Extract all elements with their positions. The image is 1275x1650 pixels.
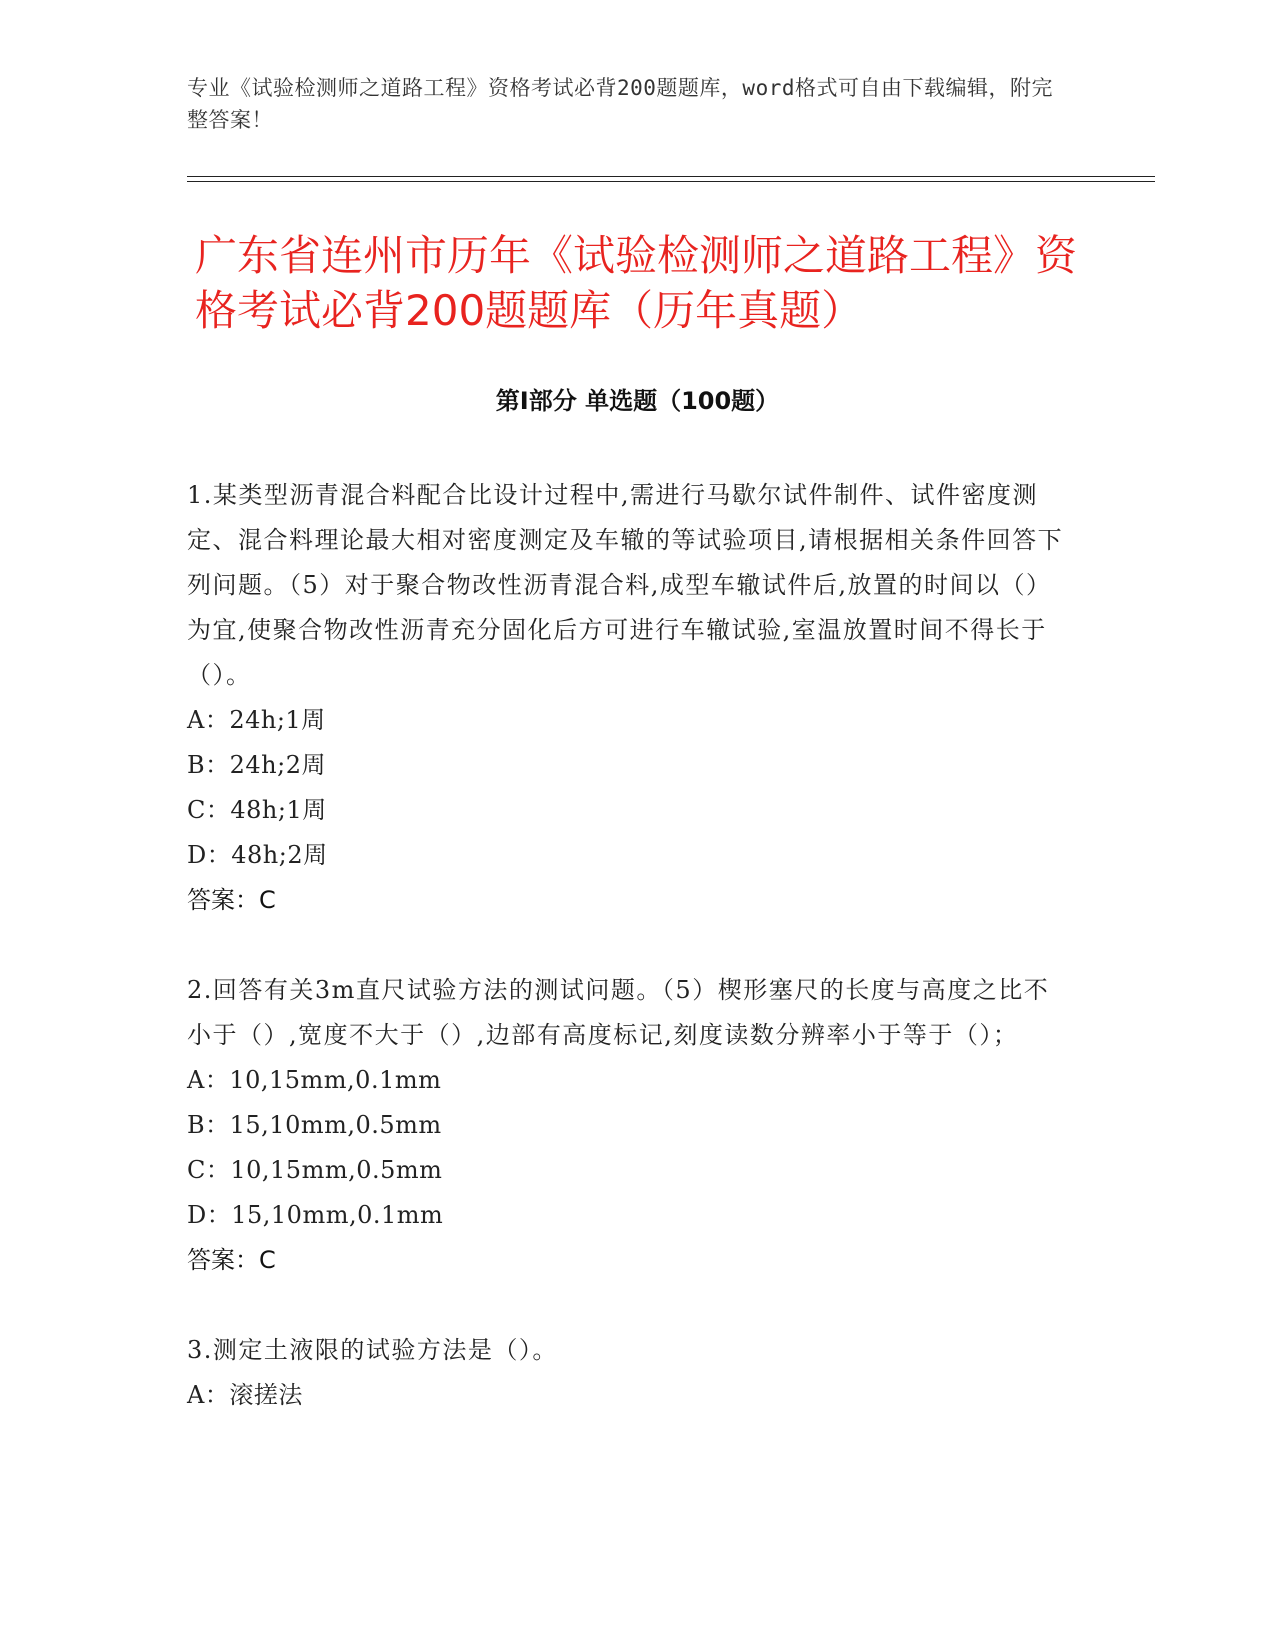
- option-b: B：24h;2周: [187, 751, 326, 779]
- question-2: [187, 968, 1067, 1283]
- question-spacer: [187, 923, 1067, 968]
- header-note: 专业《试验检测师之道路工程》资格考试必背200题题库，word格式可自由下载编辑，附完整答案！: [187, 76, 1053, 132]
- question-spacer: [187, 1283, 1067, 1328]
- option-a: A：24h;1周: [187, 706, 326, 734]
- option-d: D：48h;2周: [187, 841, 328, 869]
- option-b: B：15,10mm,0.5mm: [187, 1111, 442, 1139]
- section-heading: 第Ⅰ部分 单选题（100题）: [495, 387, 780, 415]
- header-divider-bottom: [187, 181, 1155, 182]
- question-stem: 1.某类型沥青混合料配合比设计过程中,需进行马歇尔试件制件、试件密度测定、混合料理论最大相对密度测定及车辙的等试验项目,请根据相关条件回答下列问题。（5）对于聚合物改性沥青混合料,成型车辙试件后,放置的时间以（）为宜,使聚合物改性沥青充分固化后方可进行车辙试验,室温放置时间不得长于（）。: [187, 481, 1064, 689]
- question-1: [187, 473, 1067, 923]
- question-list: [187, 473, 1067, 1418]
- option-a: A：滚搓法: [187, 1381, 303, 1409]
- option-d: D：15,10mm,0.1mm: [187, 1201, 444, 1229]
- question-stem: 2.回答有关3m直尺试验方法的测试问题。（5）楔形塞尺的长度与高度之比不小于（）,宽度不大于（）,边部有高度标记,刻度读数分辨率小于等于（）；: [187, 976, 1050, 1049]
- option-c: C：48h;1周: [187, 796, 327, 824]
- question-stem: 3.测定土液限的试验方法是（）。: [187, 1336, 558, 1364]
- document-title: 广东省连州市历年《试验检测师之道路工程》资格考试必背200题题库（历年真题）: [195, 231, 1078, 335]
- answer: 答案：C: [187, 886, 276, 914]
- question-3: [187, 1328, 1067, 1418]
- answer: 答案：C: [187, 1246, 276, 1274]
- option-c: C：10,15mm,0.5mm: [187, 1156, 443, 1184]
- option-a: A：10,15mm,0.1mm: [187, 1066, 442, 1094]
- header-divider-top: [187, 176, 1155, 177]
